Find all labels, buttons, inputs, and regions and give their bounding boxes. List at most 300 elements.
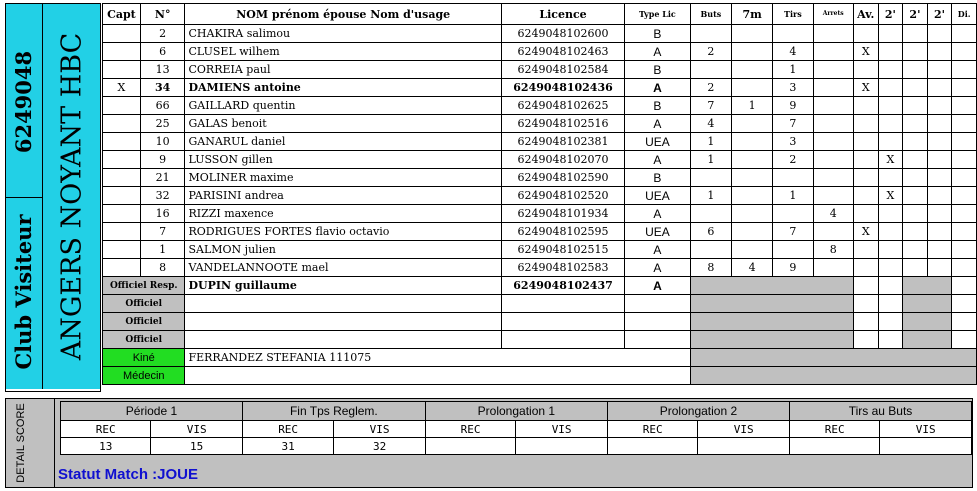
player-two2 [903,223,928,241]
score-vis-value [698,438,790,455]
player-av [853,151,878,169]
col-2min-2: 2' [903,4,928,25]
player-licence: 6249048102595 [501,223,624,241]
player-di [952,43,977,61]
player-row [103,205,977,223]
score-period-row [61,402,972,421]
player-two2 [903,43,928,61]
player-type: B [625,169,691,187]
player-buts: 7 [690,97,731,115]
player-av [853,61,878,79]
player-buts [690,61,731,79]
player-sept_m [732,169,773,187]
player-name: GANARUL daniel [185,133,501,151]
player-two2 [903,25,928,43]
col-av: Av. [853,4,878,25]
player-name: CORREIA paul [185,61,501,79]
score-period-label: Prolongation 1 [425,402,607,421]
roster-table [102,3,977,385]
player-two1 [878,133,903,151]
player-capt [103,205,141,223]
official-stat-block [690,277,853,295]
official-licence: 6249048102437 [501,277,624,295]
player-row [103,61,977,79]
roster-header-row [103,4,977,25]
player-type: UEA [625,133,691,151]
player-type: A [625,151,691,169]
official-penalty-block [903,331,952,349]
score-rec-value [425,438,516,455]
player-row [103,169,977,187]
player-licence: 6249048102436 [501,79,624,97]
club-name-panel [43,4,100,389]
player-name: CLUSEL wilhem [185,43,501,61]
player-av [853,169,878,187]
player-number: 7 [140,223,185,241]
player-di [952,151,977,169]
player-sept_m [732,187,773,205]
player-tirs: 1 [773,187,813,205]
player-di [952,187,977,205]
player-row [103,97,977,115]
player-arrets [813,97,853,115]
player-name: PARISINI andrea [185,187,501,205]
player-av: X [853,79,878,97]
player-capt [103,97,141,115]
player-type: UEA [625,187,691,205]
player-capt [103,61,141,79]
player-sept_m [732,223,773,241]
player-tirs [773,169,813,187]
detail-score-label: DETAIL SCORE [15,403,27,483]
player-two3 [927,241,952,259]
player-two1 [878,205,903,223]
player-number: 66 [140,97,185,115]
player-sept_m [732,115,773,133]
player-capt [103,133,141,151]
club-strip [6,4,43,389]
staff-row [103,367,977,385]
player-type: B [625,25,691,43]
player-sept_m [732,241,773,259]
col-type: Type Lic [625,4,691,25]
player-two3 [927,151,952,169]
club-code: 6249048 [11,50,36,154]
player-tirs: 3 [773,133,813,151]
official-stat-block [690,313,853,331]
player-two1 [878,61,903,79]
player-number: 16 [140,205,185,223]
score-vis-value [516,438,608,455]
official-type [625,295,691,313]
player-type: A [625,259,691,277]
score-period-label: Tirs au Buts [790,402,972,421]
player-av [853,259,878,277]
score-vis-value: 32 [334,438,425,455]
player-buts: 2 [690,79,731,97]
player-av: X [853,223,878,241]
player-number: 2 [140,25,185,43]
player-licence: 6249048102381 [501,133,624,151]
player-buts: 1 [690,187,731,205]
player-name: RODRIGUES FORTES flavio octavio [185,223,501,241]
player-row [103,133,977,151]
player-di [952,115,977,133]
score-vis-value: 15 [151,438,242,455]
col-di: Di. [952,4,977,25]
staff-stat-block [690,349,976,367]
staff-label: Médecin [103,367,185,385]
player-two3 [927,97,952,115]
match-status-label: Statut Match : [58,466,158,483]
player-licence: 6249048102583 [501,259,624,277]
score-period-label: Prolongation 2 [607,402,789,421]
official-label: Officiel [103,313,185,331]
player-type: A [625,79,691,97]
score-rec-value [607,438,698,455]
col-2min-1: 2' [878,4,903,25]
score-period-label: Période 1 [61,402,243,421]
staff-row [103,349,977,367]
player-two2 [903,151,928,169]
player-di [952,61,977,79]
player-av: X [853,43,878,61]
player-two2 [903,259,928,277]
player-name: MOLINER maxime [185,169,501,187]
official-name [185,313,501,331]
player-two2 [903,241,928,259]
staff-name [185,367,690,385]
player-buts [690,241,731,259]
score-vis-label: VIS [698,421,790,438]
player-two1 [878,25,903,43]
staff-stat-block [690,367,976,385]
player-licence: 6249048102070 [501,151,624,169]
player-two2 [903,187,928,205]
col-num: N° [140,4,185,25]
match-status [58,466,198,483]
player-number: 32 [140,187,185,205]
player-two1 [878,43,903,61]
player-buts [690,169,731,187]
club-panel [5,3,101,392]
score-vis-label: VIS [334,421,425,438]
player-two2 [903,79,928,97]
official-penalty-block [903,313,952,331]
player-two3 [927,61,952,79]
club-name: ANGERS NOYANT HBC [56,32,88,361]
player-capt [103,169,141,187]
player-av [853,133,878,151]
player-arrets [813,25,853,43]
player-number: 8 [140,259,185,277]
player-two2 [903,61,928,79]
official-label: Officiel [103,295,185,313]
player-number: 34 [140,79,185,97]
player-licence: 6249048101934 [501,205,624,223]
score-rec-label: REC [790,421,880,438]
col-licence: Licence [501,4,624,25]
score-rec-label: REC [425,421,516,438]
player-sept_m [732,205,773,223]
player-di [952,79,977,97]
player-two3 [927,115,952,133]
player-name: GAILLARD quentin [185,97,501,115]
player-licence: 6249048102584 [501,61,624,79]
score-period-label: Fin Tps Reglem. [242,402,425,421]
player-two1 [878,97,903,115]
player-buts: 2 [690,43,731,61]
player-tirs: 7 [773,115,813,133]
player-buts [690,25,731,43]
player-row [103,223,977,241]
player-tirs [773,25,813,43]
player-licence: 6249048102600 [501,25,624,43]
player-name: GALAS benoit [185,115,501,133]
score-vis-value [880,438,972,455]
col-7m: 7m [732,4,773,25]
official-penalty-block [903,277,952,295]
player-capt [103,241,141,259]
player-name: LUSSON gillen [185,151,501,169]
official-type [625,331,691,349]
official-row [103,277,977,295]
player-capt [103,187,141,205]
player-av [853,205,878,223]
player-two1 [878,223,903,241]
player-name: DAMIENS antoine [185,79,501,97]
official-av [853,331,878,349]
score-rec-value: 13 [61,438,151,455]
player-buts: 1 [690,133,731,151]
player-two1 [878,169,903,187]
player-number: 21 [140,169,185,187]
official-stat-block [690,331,853,349]
score-table [60,401,972,455]
score-value-row [61,438,972,455]
score-rec-label: REC [242,421,333,438]
official-di [952,277,977,295]
player-row [103,25,977,43]
player-two3 [927,169,952,187]
official-licence [501,331,624,349]
player-sept_m [732,61,773,79]
player-capt: X [103,79,141,97]
player-licence: 6249048102520 [501,187,624,205]
player-two3 [927,259,952,277]
player-av [853,241,878,259]
player-type: B [625,97,691,115]
player-arrets [813,169,853,187]
score-rec-value: 31 [242,438,333,455]
player-arrets [813,115,853,133]
player-name: VANDELANNOOTE mael [185,259,501,277]
player-sept_m [732,25,773,43]
col-name: NOM prénom épouse Nom d'usage [185,4,501,25]
player-tirs: 9 [773,97,813,115]
player-arrets [813,187,853,205]
player-av [853,97,878,115]
col-2min-3: 2' [927,4,952,25]
official-row [103,313,977,331]
player-arrets: 8 [813,241,853,259]
player-type: A [625,43,691,61]
score-rec-label: REC [607,421,698,438]
player-row [103,187,977,205]
player-row [103,79,977,97]
col-capt: Capt [103,4,141,25]
official-2min-1 [878,313,903,331]
player-av [853,187,878,205]
official-licence [501,313,624,331]
col-arrets: Arrets [813,4,853,25]
player-two2 [903,97,928,115]
player-two1 [878,115,903,133]
player-two2 [903,115,928,133]
player-tirs: 9 [773,259,813,277]
player-two3 [927,133,952,151]
player-two3 [927,205,952,223]
player-arrets: 4 [813,205,853,223]
player-buts: 1 [690,151,731,169]
player-arrets [813,79,853,97]
player-licence: 6249048102590 [501,169,624,187]
official-row [103,295,977,313]
player-arrets [813,61,853,79]
player-number: 25 [140,115,185,133]
match-status-value: JOUE [157,466,199,483]
staff-name: FERRANDEZ STEFANIA 111075 [185,349,690,367]
score-rec-label: REC [61,421,151,438]
player-name: CHAKIRA salimou [185,25,501,43]
player-di [952,169,977,187]
official-label: Officiel [103,331,185,349]
official-name: DUPIN guillaume [185,277,501,295]
player-two3 [927,187,952,205]
player-tirs: 7 [773,223,813,241]
player-capt [103,25,141,43]
official-2min-1 [878,331,903,349]
official-type: A [625,277,691,295]
player-sept_m: 4 [732,259,773,277]
player-di [952,223,977,241]
player-number: 6 [140,43,185,61]
player-number: 10 [140,133,185,151]
player-di [952,133,977,151]
player-di [952,97,977,115]
player-licence: 6249048102516 [501,115,624,133]
player-arrets [813,223,853,241]
player-type: B [625,61,691,79]
player-tirs: 2 [773,151,813,169]
official-av [853,313,878,331]
player-two1 [878,259,903,277]
score-vis-label: VIS [151,421,242,438]
col-buts: Buts [690,4,731,25]
player-di [952,241,977,259]
player-sept_m: 1 [732,97,773,115]
player-capt [103,259,141,277]
player-buts: 8 [690,259,731,277]
player-licence: 6249048102515 [501,241,624,259]
detail-score-side [6,399,55,487]
player-two3 [927,25,952,43]
player-type: A [625,241,691,259]
score-side-row [61,421,972,438]
player-name: SALMON julien [185,241,501,259]
player-two1 [878,241,903,259]
player-capt [103,115,141,133]
player-number: 1 [140,241,185,259]
official-name [185,295,501,313]
player-sept_m [732,133,773,151]
official-licence [501,295,624,313]
player-tirs [773,241,813,259]
player-two3 [927,79,952,97]
player-licence: 6249048102463 [501,43,624,61]
player-number: 9 [140,151,185,169]
official-label: Officiel Resp. [103,277,185,295]
official-2min-1 [878,277,903,295]
player-arrets [813,43,853,61]
official-di [952,313,977,331]
official-type [625,313,691,331]
player-sept_m [732,43,773,61]
player-sept_m [732,79,773,97]
player-number: 13 [140,61,185,79]
player-buts: 4 [690,115,731,133]
club-type-label: Club Visiteur [11,214,36,370]
player-two2 [903,133,928,151]
player-two2 [903,205,928,223]
player-tirs: 4 [773,43,813,61]
official-av [853,277,878,295]
player-tirs: 3 [773,79,813,97]
player-type: UEA [625,223,691,241]
player-av [853,25,878,43]
player-two1 [878,79,903,97]
player-di [952,205,977,223]
staff-label: Kiné [103,349,185,367]
player-tirs: 1 [773,61,813,79]
player-sept_m [732,151,773,169]
player-buts: 6 [690,223,731,241]
official-name [185,331,501,349]
player-capt [103,151,141,169]
player-licence: 6249048102625 [501,97,624,115]
player-arrets [813,259,853,277]
player-row [103,43,977,61]
player-tirs [773,205,813,223]
player-two1: X [878,187,903,205]
official-2min-1 [878,295,903,313]
official-penalty-block [903,295,952,313]
col-tirs: Tirs [773,4,813,25]
player-buts [690,205,731,223]
player-type: A [625,115,691,133]
player-row [103,151,977,169]
official-row [103,331,977,349]
player-di [952,259,977,277]
player-row [103,241,977,259]
player-two3 [927,223,952,241]
player-arrets [813,133,853,151]
score-vis-label: VIS [880,421,972,438]
player-di [952,25,977,43]
player-two3 [927,43,952,61]
player-row [103,115,977,133]
player-capt [103,223,141,241]
